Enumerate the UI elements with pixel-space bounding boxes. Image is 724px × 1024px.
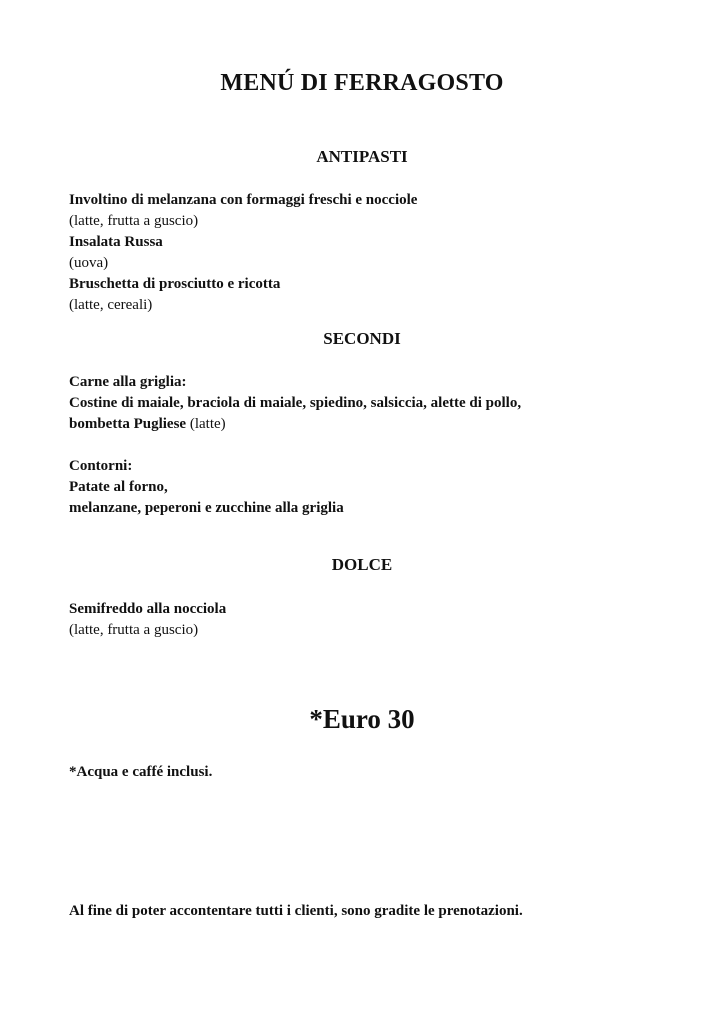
- dish-allergens: (uova): [69, 255, 109, 271]
- dish-name: Involtino di melanzana con formaggi freschi e nocciole: [69, 192, 418, 208]
- sides-title: Contorni:: [69, 458, 133, 474]
- dish-allergens: (latte, cereali): [69, 297, 153, 313]
- grill-title: Carne alla griglia:: [69, 374, 187, 390]
- secondi-list: [69, 372, 669, 519]
- dish-name: Bruschetta di prosciutto e ricotta: [69, 276, 281, 292]
- dish-allergens: (latte, frutta a guscio): [69, 622, 199, 638]
- booking-note: Al fine di poter accontentare tutti i clienti, sono gradite le prenotazioni.: [69, 903, 523, 919]
- dish-name: Insalata Russa: [69, 234, 163, 250]
- dolce-heading: DOLCE: [331, 555, 393, 574]
- dolce-list: [69, 599, 669, 641]
- sides-line: melanzane, peperoni e zucchine alla griglia: [69, 500, 344, 516]
- antipasti-heading: ANTIPASTI: [316, 147, 408, 166]
- dish-allergens: (latte, frutta a guscio): [69, 213, 199, 229]
- menu-title: MENÚ DI FERRAGOSTO: [220, 70, 504, 96]
- grill-allergens: (latte): [189, 416, 226, 432]
- grill-items-line: Costine di maiale, braciola di maiale, spiedino, salsiccia, alette di pollo,: [69, 395, 522, 411]
- antipasti-list: [69, 190, 669, 316]
- grill-items-line: bombetta Pugliese: [69, 416, 187, 432]
- sides-line: Patate al forno,: [69, 479, 168, 495]
- dish-name: Semifreddo alla nocciola: [69, 601, 227, 617]
- secondi-heading: SECONDI: [323, 329, 401, 348]
- menu-price: *Euro 30: [309, 704, 415, 734]
- price-note: *Acqua e caffé inclusi.: [69, 764, 213, 780]
